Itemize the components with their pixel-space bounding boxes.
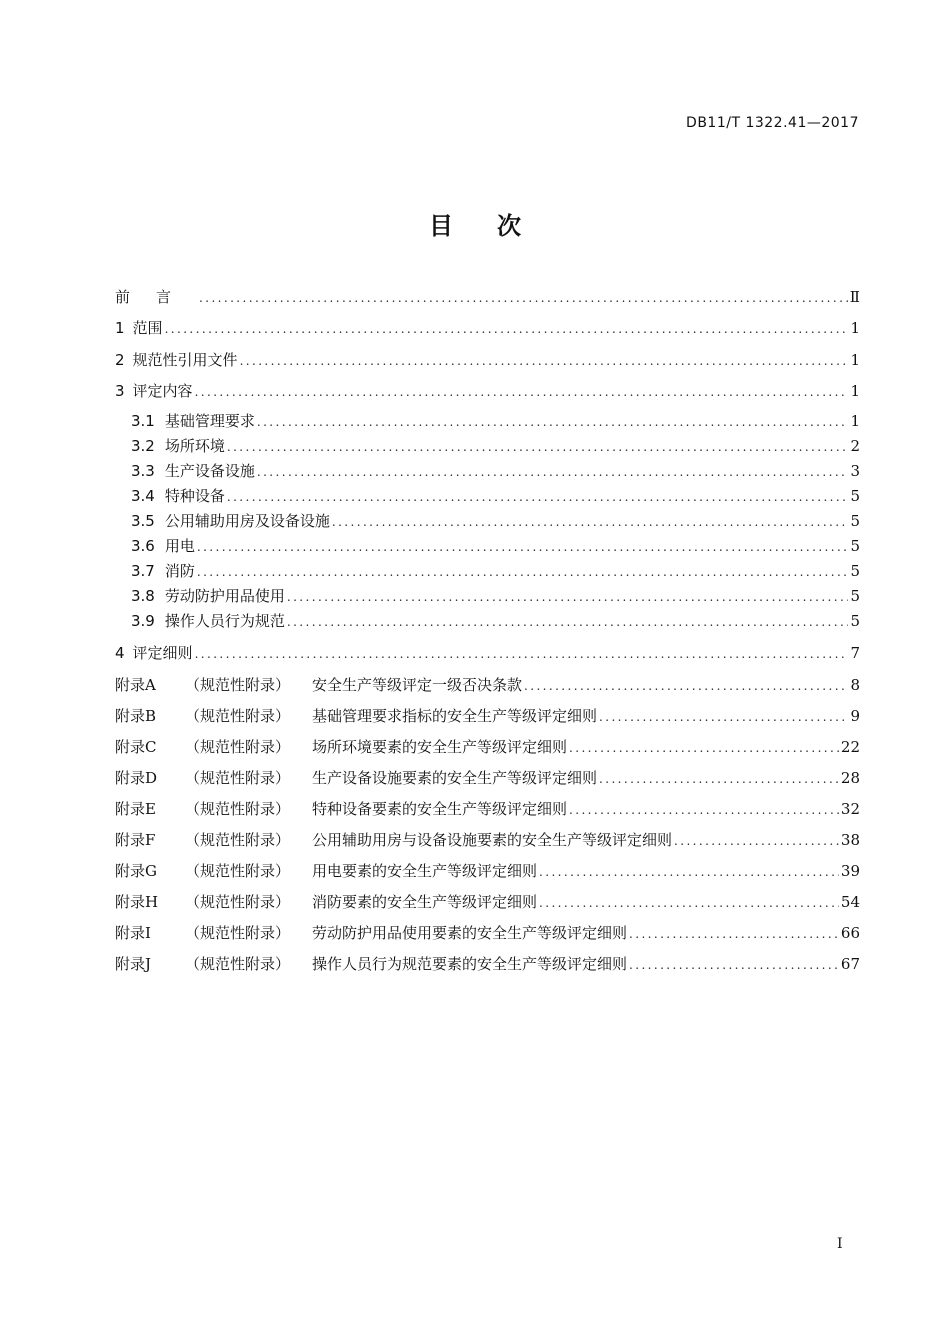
appendix-title: 用电要素的安全生产等级评定细则 xyxy=(312,862,538,880)
toc-appendix-h[interactable] xyxy=(115,890,860,914)
appendix-id: 附录F xyxy=(115,831,156,849)
toc-entry-label: 生产设备设施 xyxy=(164,462,255,480)
appendix-title: 安全生产等级评定一级否决条款 xyxy=(312,676,523,694)
appendix-title: 公用辅助用房与设备设施要素的安全生产等级评定细则 xyxy=(312,831,673,849)
toc-entry-number: 3.2 xyxy=(131,437,155,455)
toc-entry-page: 1 xyxy=(850,412,860,430)
page-title: 目次 xyxy=(429,212,565,240)
appendix-title: 特种设备要素的安全生产等级评定细则 xyxy=(312,800,568,818)
toc-entry-page: 5 xyxy=(850,587,860,605)
toc-entry-page: 2 xyxy=(850,437,860,455)
toc-appendix-c[interactable] xyxy=(115,735,860,759)
leader-dots xyxy=(524,674,848,698)
toc-appendix-b[interactable] xyxy=(115,704,860,728)
toc-entry-3-2[interactable] xyxy=(131,434,860,458)
toc-entry-label: 操作人员行为规范 xyxy=(164,612,285,630)
leader-dots xyxy=(629,922,839,946)
leader-dots xyxy=(257,410,849,434)
appendix-kind: （规范性附录） xyxy=(185,862,291,880)
toc-entry-number: 3.7 xyxy=(131,562,155,580)
toc-entry-page: Ⅱ xyxy=(849,288,860,306)
toc-entry-3-9[interactable] xyxy=(131,609,860,633)
leader-dots xyxy=(287,610,849,634)
appendix-kind: （规范性附录） xyxy=(185,707,291,725)
toc-entry-3-1[interactable] xyxy=(131,409,860,433)
toc-entry-foreword[interactable] xyxy=(115,285,860,309)
leader-dots xyxy=(332,510,849,534)
toc-entry-page: 1 xyxy=(850,382,860,400)
appendix-kind: （规范性附录） xyxy=(185,738,291,756)
toc-entry-3[interactable] xyxy=(115,379,860,403)
toc-entry-page: 3 xyxy=(850,462,860,480)
leader-dots xyxy=(539,891,839,915)
leader-dots xyxy=(240,349,849,373)
leader-dots xyxy=(599,705,848,729)
toc-entry-number: 3.3 xyxy=(131,462,155,480)
toc-entry-page: 54 xyxy=(840,893,860,911)
appendix-kind: （规范性附录） xyxy=(185,831,291,849)
appendix-kind: （规范性附录） xyxy=(185,924,291,942)
toc-entry-3-4[interactable] xyxy=(131,484,860,508)
appendix-id: 附录J xyxy=(115,955,152,973)
appendix-id: 附录D xyxy=(115,769,158,787)
appendix-kind: （规范性附录） xyxy=(185,769,291,787)
leader-dots xyxy=(197,535,849,559)
toc-entry-number: 3.6 xyxy=(131,537,155,555)
toc-entry-4[interactable] xyxy=(115,641,860,665)
toc-entry-label: 场所环境 xyxy=(164,437,225,455)
leader-dots xyxy=(569,736,839,760)
toc-entry-page: 38 xyxy=(840,831,860,849)
appendix-kind: （规范性附录） xyxy=(185,800,291,818)
toc-entry-page: 39 xyxy=(840,862,860,880)
toc-entry-3-3[interactable] xyxy=(131,459,860,483)
leader-dots xyxy=(569,798,839,822)
appendix-title: 消防要素的安全生产等级评定细则 xyxy=(312,893,538,911)
toc-entry-number: 3 xyxy=(115,382,125,400)
toc-appendix-g[interactable] xyxy=(115,859,860,883)
leader-dots xyxy=(195,380,849,404)
page-number: I xyxy=(837,1236,843,1252)
toc-appendix-e[interactable] xyxy=(115,797,860,821)
toc-entry-page: 9 xyxy=(850,707,860,725)
leader-dots xyxy=(539,860,839,884)
toc-entry-page: 5 xyxy=(850,537,860,555)
leader-dots xyxy=(165,317,849,341)
toc-appendix-i[interactable] xyxy=(115,921,860,945)
appendix-id: 附录I xyxy=(115,924,151,942)
toc-entry-label: 用电 xyxy=(164,537,195,555)
toc-entry-page: 5 xyxy=(850,612,860,630)
toc-entry-page: 28 xyxy=(840,769,860,787)
toc-entry-label: 规范性引用文件 xyxy=(132,351,238,369)
leader-dots xyxy=(257,460,849,484)
toc-entry-3-7[interactable] xyxy=(131,559,860,583)
appendix-id: 附录G xyxy=(115,862,157,880)
appendix-id: 附录C xyxy=(115,738,157,756)
leader-dots xyxy=(199,286,848,310)
toc-entry-number: 1 xyxy=(115,319,125,337)
toc-appendix-a[interactable] xyxy=(115,673,860,697)
toc-entry-page: 1 xyxy=(850,319,860,337)
toc-entry-number: 3.1 xyxy=(131,412,155,430)
toc-entry-1[interactable] xyxy=(115,316,860,340)
toc-entry-page: 5 xyxy=(850,562,860,580)
appendix-id: 附录A xyxy=(115,676,156,694)
toc-entry-label: 消防 xyxy=(164,562,195,580)
toc-entry-page: 66 xyxy=(840,924,860,942)
appendix-kind: （规范性附录） xyxy=(185,893,291,911)
appendix-title: 操作人员行为规范要素的安全生产等级评定细则 xyxy=(312,955,628,973)
leader-dots xyxy=(629,953,839,977)
toc-entry-label: 评定细则 xyxy=(132,644,193,662)
leader-dots xyxy=(287,585,849,609)
toc-entry-label: 基础管理要求 xyxy=(164,412,255,430)
toc-entry-label: 特种设备 xyxy=(164,487,225,505)
toc-appendix-f[interactable] xyxy=(115,828,860,852)
toc-entry-3-5[interactable] xyxy=(131,509,860,533)
appendix-title: 场所环境要素的安全生产等级评定细则 xyxy=(312,738,568,756)
appendix-title: 生产设备设施要素的安全生产等级评定细则 xyxy=(312,769,598,787)
toc-entry-page: 22 xyxy=(840,738,860,756)
toc-entry-label: 公用辅助用房及设备设施 xyxy=(164,512,330,530)
toc-entry-3-6[interactable] xyxy=(131,534,860,558)
toc-entry-page: 5 xyxy=(850,512,860,530)
toc-entry-number: 2 xyxy=(115,351,125,369)
toc-entry-number: 3.5 xyxy=(131,512,155,530)
toc-entry-number: 3.9 xyxy=(131,612,155,630)
toc-entry-page: 32 xyxy=(840,800,860,818)
toc-entry-number: 3.8 xyxy=(131,587,155,605)
leader-dots xyxy=(195,642,849,666)
leader-dots xyxy=(674,829,839,853)
appendix-title: 劳动防护用品使用要素的安全生产等级评定细则 xyxy=(312,924,628,942)
leader-dots xyxy=(227,485,849,509)
document-code: DB11/T 1322.41—2017 xyxy=(686,115,859,131)
toc-entry-2[interactable] xyxy=(115,348,860,372)
toc-appendix-j[interactable] xyxy=(115,952,860,976)
leader-dots xyxy=(227,435,849,459)
toc-entry-number: 3.4 xyxy=(131,487,155,505)
appendix-kind: （规范性附录） xyxy=(185,955,291,973)
toc-entry-page: 7 xyxy=(850,644,860,662)
toc-entry-number: 4 xyxy=(115,644,125,662)
toc-entry-page: 1 xyxy=(850,351,860,369)
appendix-id: 附录H xyxy=(115,893,159,911)
appendix-id: 附录E xyxy=(115,800,156,818)
toc-entry-label: 劳动防护用品使用 xyxy=(164,587,285,605)
toc-entry-page: 5 xyxy=(850,487,860,505)
leader-dots xyxy=(197,560,849,584)
toc-entry-label: 前言 xyxy=(115,288,198,306)
toc-entry-page: 67 xyxy=(840,955,860,973)
appendix-kind: （规范性附录） xyxy=(185,676,291,694)
leader-dots xyxy=(599,767,839,791)
toc-entry-label: 范围 xyxy=(132,319,163,337)
toc-entry-label: 评定内容 xyxy=(132,382,193,400)
toc-entry-3-8[interactable] xyxy=(131,584,860,608)
appendix-id: 附录B xyxy=(115,707,157,725)
appendix-title: 基础管理要求指标的安全生产等级评定细则 xyxy=(312,707,598,725)
toc-entry-page: 8 xyxy=(850,676,860,694)
toc-appendix-d[interactable] xyxy=(115,766,860,790)
